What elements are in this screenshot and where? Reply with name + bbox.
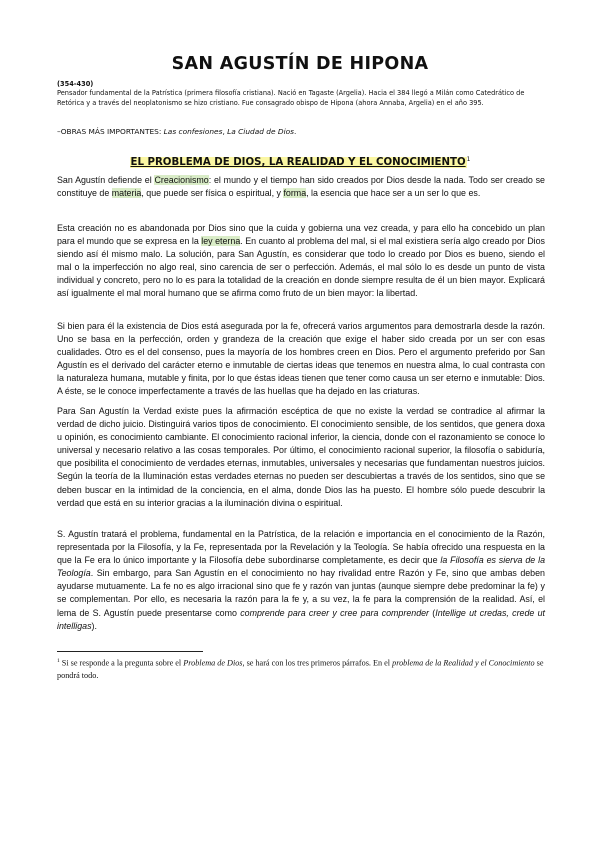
text-run: , la esencia que hace ser a un ser lo que es. (306, 188, 481, 199)
text-run: , que puede ser física o espiritual, y (141, 188, 284, 199)
paragraph: Si bien para él la existencia de Dios está asegurada por la fe, ofrecerá varios argumentos para demostrarla desde la razón. Uno se basa en la perfección, orden y grandeza de la creación que exige el haber sido creada por un ser con esas cualidades. Otro es el del consenso, pues la mayoría de los hombres creen en Dios. Pero el argumento preferido por San Agustín es el derivado del carácter eterno e inmutable de ciertas ideas que tenemos en nuestra alma, lo cual contrasta con la naturaleza humana, mutable y finita, por lo que éstas ideas tienen que tener como causa un ser eterno e inmutable: Dios. A éste, se le conoce imperfectamente a través de las huellas que ha dejado en las criaturas. (57, 321, 545, 397)
text-run: S. Agustín tratará el problema, fundamental en la Patrística, de la relación e importancia en el conocimiento de la Razón, representada por la Filosofía, y la Fe, representada por la Revelación y la Teología. Se había ofrecido una respuesta en la que la Fe era lo único importante y la Filosofía debe subordinarse completamente, es decir que (57, 529, 545, 566)
text-run: ). (91, 620, 97, 631)
italic-phrase: problema de la Realidad y el Conocimiento (392, 658, 535, 668)
biography-text: Pensador fundamental de la Patrística (primera filosofía cristiana). Nació en Tagaste (Argelia). Hacia el 384 llegó a Milán como Catedrático de Retórica y a través del neoplatonismo se hizo cristiano. Fue consagrado obispo de Hipona (ahora Annaba, Argelia) en el año 395. (57, 89, 525, 107)
paragraph (57, 222, 545, 301)
footnote (57, 655, 545, 683)
italic-phrase: Problema de Dios, (183, 658, 245, 668)
paragraph: Para San Agustín la Verdad existe pues la afirmación escéptica de que no existe la verdad se contradice al afirmar la verdad de dicho juicio. Distinguirá varios tipos de conocimiento. El conocimiento sensible, de los sentidos, que genera doxa u opinión, es conocimiento cambiante. El conocimiento racional inferior, la ciencia, donde con el razonamiento se conoce lo universal y necesario relativo a las cosas temporales. Por último, el conocimiento racional superior, la filosofía o sabiduría, que posibilita el conocimiento de verdades eternas, inmutables, universales y necesarias que fundamentan nuestros juicios. Según la teoría de la Iluminación estas verdades eternas no pueden ser descubiertas a través de los sentidos, sino que se deben buscar en la intimidad de la conciencia, en el alma, donde Dios las ha puesto. El hombre sólo puede descubrir la verdad que está en su interior gracias a la iluminación divina o espiritual. (57, 406, 545, 508)
biography (57, 80, 545, 108)
italic-phrase: Intellige ut credas, crede ut intelligas (57, 607, 546, 631)
text-run: : el mundo y el tiempo han sido creados por Dios desde la nada. Todo ser creado se constituye de (57, 175, 545, 199)
italic-phrase: la Filosofía es sierva de la Teología (57, 555, 545, 579)
footnote-number: 1 (57, 658, 60, 664)
highlighted-term: forma (283, 188, 307, 199)
text-run: Esta creación no es abandonada por Dios sino que la cuida y gobierna una vez creada, y para ello ha concebido un plan para el mundo que se expresa en la (57, 223, 545, 247)
works-label: –OBRAS MÁS IMPORTANTES: (57, 127, 162, 136)
page-title: SAN AGUSTÍN DE HIPONA (171, 54, 429, 74)
text-run: ( (429, 607, 436, 618)
paragraph (57, 528, 545, 633)
italic-phrase: comprende para creer y cree para comprender (240, 607, 430, 618)
work-title: Las confesiones (163, 127, 223, 136)
works-separator: , (222, 127, 228, 136)
highlighted-term: materia (111, 188, 142, 199)
footnote-divider (57, 651, 203, 652)
text-run: se pondrá todo. (57, 658, 544, 681)
text-run: . Sin embargo, para San Agustín en el conocimiento no hay rivalidad entre Razón y Fe, sino que ambas deben ayudarse mutuamente. La fe no es algo irracional sino que fe y razón van juntas (aunque siempre debe predominar la fe) y se complementan. Por ello, es necesaria la razón para la fe y, a su vez, la fe para la comprensión de la realidad. Así, el lema de S. Agustín puede presentarse como (57, 568, 545, 618)
paragraph (57, 174, 545, 200)
life-dates: (354-430) (57, 80, 94, 88)
text-run: se hará con los tres primeros párrafos. En el (244, 658, 393, 668)
text-run: . En cuanto al problema del mal, si el mal existiera sería algo creado por Dios siendo así él mismo malo. La solución, para San Agustín, es considerar que todo lo creado por Dios es bueno, siendo el mal o la imperfección no algo real, sino carencia de ser o perfección. Además, el mal sólo lo es desde un punto de vista individual y concreto, pero no lo es para la totalidad de la creación en donde siempre resulta de él un bien mayor. Explicará así igualmente el mal moral humano que se afirma como fruto de un bien mayor: la libertad. (57, 236, 545, 299)
highlighted-term: Creacionismo (154, 175, 209, 185)
work-title: La Ciudad de Dios (227, 127, 295, 136)
text-run: Si se responde a la pregunta sobre el (59, 658, 184, 668)
text-run: San Agustín defiende el (57, 175, 155, 185)
works-end: . (294, 127, 297, 136)
footnote-ref[interactable]: 1 (466, 156, 471, 163)
highlighted-term: ley eterna (201, 236, 241, 247)
main-works (57, 127, 545, 137)
section-heading (0, 156, 600, 168)
section-heading-text: EL PROBLEMA DE DIOS, LA REALIDAD Y EL CONOCIMIENTO (130, 157, 466, 169)
